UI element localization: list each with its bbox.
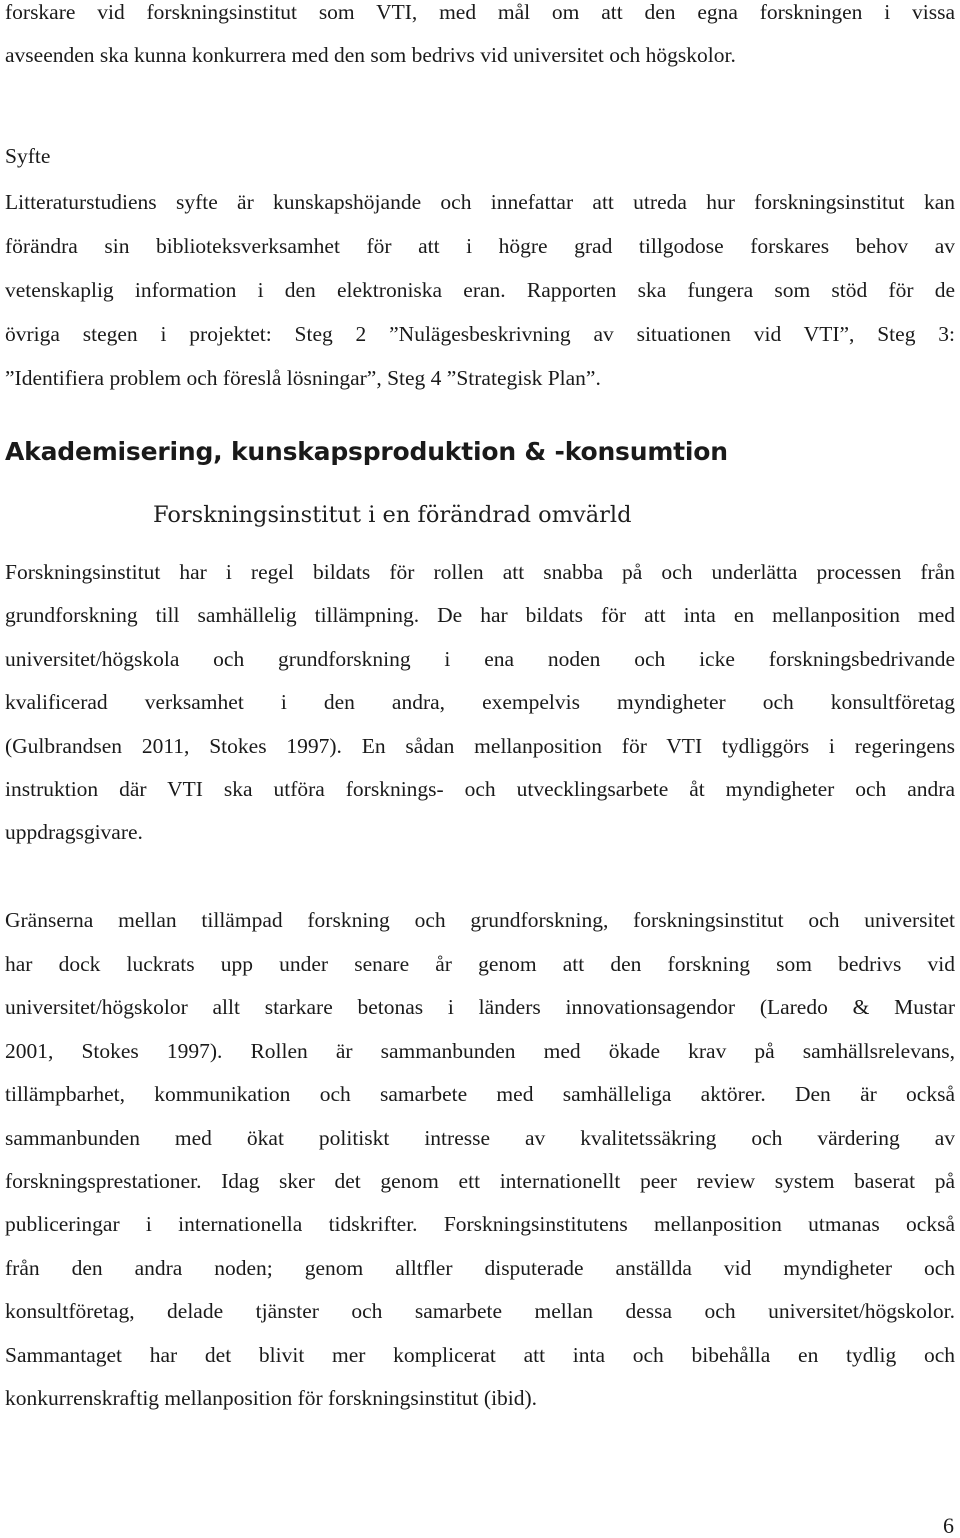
- syfte-line: vetenskaplig information i den elektroniska eran. Rapporten ska fungera som stöd för de: [5, 278, 955, 302]
- paragraph-line: konsultföretag, delade tjänster och samarbete mellan dessa och universitet/högskolor.: [5, 1299, 955, 1323]
- paragraph-line: 2001, Stokes 1997). Rollen är sammanbunden med ökade krav på samhällsrelevans,: [5, 1039, 955, 1063]
- paragraph-line: (Gulbrandsen 2011, Stokes 1997). En sådan mellanposition för VTI tydliggörs i regeringens: [5, 734, 955, 758]
- intro-line: avseenden ska kunna konkurrera med den som bedrivs vid universitet och högskolor.: [5, 43, 736, 67]
- paragraph-line: konkurrenskraftig mellanposition för forskningsinstitut (ibid).: [5, 1386, 538, 1410]
- paragraph-line: Sammantaget har det blivit mer komplicerat att inta och bibehålla en tydlig och: [5, 1343, 955, 1367]
- paragraph-line: Forskningsinstitut har i regel bildats för rollen att snabba på och underlätta processen från: [5, 560, 955, 584]
- paragraph-line: universitet/högskola och grundforskning i ena noden och icke forskningsbedrivande: [5, 647, 955, 671]
- paragraph-line: instruktion där VTI ska utföra forsknings- och utvecklingsarbete åt myndigheter och andra: [5, 777, 955, 801]
- syfte-line: förändra sin biblioteksverksamhet för att i högre grad tillgodose forskares behov av: [5, 234, 955, 258]
- paragraph-line: sammanbunden med ökat politiskt intresse av kvalitetssäkring och värdering av: [5, 1126, 955, 1150]
- paragraph-line: grundforskning till samhällelig tillämpning. De har bildats för att inta en mellanposition med: [5, 603, 955, 627]
- chapter-heading: Akademisering, kunskapsproduktion & -konsumtion: [5, 437, 728, 466]
- section-heading-syfte: Syfte: [5, 144, 51, 168]
- paragraph-line: publiceringar i internationella tidskrifter. Forskningsinstitutens mellanposition utmanas också: [5, 1212, 955, 1236]
- paragraph-line: har dock luckrats upp under senare år genom att den forskning som bedrivs vid: [5, 952, 955, 976]
- intro-line: forskare vid forskningsinstitut som VTI, med mål om att den egna forskningen i vissa: [5, 0, 955, 24]
- paragraph-line: från den andra noden; genom alltfler disputerade anställda vid myndigheter och: [5, 1256, 955, 1280]
- paragraph-line: tillämpbarhet, kommunikation och samarbete med samhälleliga aktörer. Den är också: [5, 1082, 955, 1106]
- syfte-line: Litteraturstudiens syfte är kunskapshöjande och innefattar att utreda hur forskningsinstitut kan: [5, 190, 955, 214]
- page-number: 6: [943, 1513, 954, 1538]
- subsection-heading: Forskningsinstitut i en förändrad omvärld: [153, 502, 632, 528]
- syfte-line: övriga stegen i projektet: Steg 2 ”Nulägesbeskrivning av situationen vid VTI”, Steg 3:: [5, 322, 955, 346]
- syfte-line: ”Identifiera problem och föreslå lösningar”, Steg 4 ”Strategisk Plan”.: [5, 366, 601, 390]
- paragraph-line: Gränserna mellan tillämpad forskning och grundforskning, forskningsinstitut och universitet: [5, 908, 955, 932]
- paragraph-line: uppdragsgivare.: [5, 820, 143, 844]
- paragraph-line: forskningsprestationer. Idag sker det genom ett internationellt peer review system baserat på: [5, 1169, 955, 1193]
- paragraph-line: universitet/högskolor allt starkare betonas i länders innovationsagendor (Laredo & Mustar: [5, 995, 955, 1019]
- paragraph-line: kvalificerad verksamhet i den andra, exempelvis myndigheter och konsultföretag: [5, 690, 955, 714]
